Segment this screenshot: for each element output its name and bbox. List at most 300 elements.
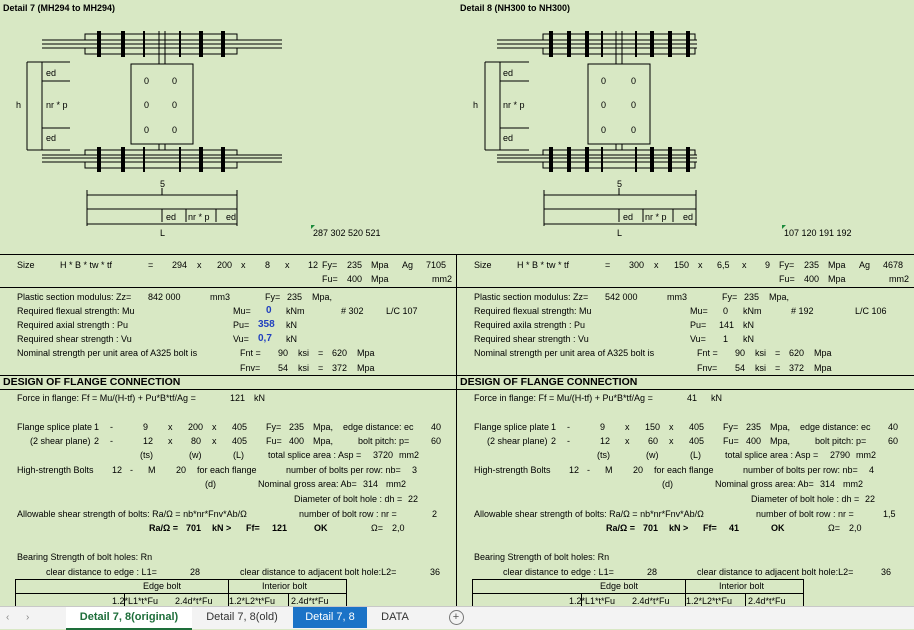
ab-value: 314	[820, 479, 836, 489]
pitch-value: 60	[431, 436, 442, 446]
plate-w: 150	[645, 422, 661, 432]
fy-label: Fy=	[265, 292, 281, 302]
fu-value: 400	[804, 274, 820, 284]
dim-L: L	[617, 228, 623, 238]
asp-value: 3720	[373, 450, 394, 460]
w-label: (w)	[646, 450, 659, 460]
x: x	[168, 436, 173, 446]
fy-value: 235	[804, 260, 820, 270]
force-unit: kN	[711, 393, 722, 403]
size-label: Size	[17, 260, 35, 270]
plate-L: 405	[689, 436, 705, 446]
ab-label: Nominal gross area: Ab=	[715, 479, 814, 489]
ksi-unit: ksi	[298, 348, 309, 358]
member-ref: # 192	[791, 306, 814, 316]
ff-value: 41	[729, 523, 740, 533]
edge-value: 40	[431, 422, 442, 432]
size-H: 300	[629, 260, 645, 270]
force-label: Force in flange: Ff = Mu/(H-tf) + Pu*B*tf/Ag =	[474, 393, 653, 403]
pu-label: Required axial strength : Pu	[17, 320, 129, 330]
eq: =	[775, 363, 781, 373]
bolts-label: High-strength Bolts	[17, 465, 94, 475]
dash: -	[130, 465, 133, 475]
mu-value: 0	[266, 305, 272, 316]
mu-label: Required flexual strength: Mu	[17, 306, 135, 316]
nr-label: number of bolt row : nr =	[756, 509, 854, 519]
detail-title: Detail 7 (MH294 to MH294)	[3, 3, 116, 13]
nr-label: number of bolt row : nr =	[299, 509, 397, 519]
interior-bolt-header: Interior bolt	[262, 581, 308, 591]
pu-eq: Pu=	[233, 320, 250, 330]
plate-ts: 9	[143, 422, 149, 432]
l1-value: 28	[190, 567, 201, 577]
comment-marker	[782, 225, 786, 229]
bolt-d: 20	[176, 465, 187, 475]
ra-label: Ra/Ω =	[149, 523, 178, 533]
member-ref: # 302	[341, 306, 364, 316]
size-B: 200	[217, 260, 233, 270]
mu-unit: kNm	[286, 306, 305, 316]
ab-unit: mm2	[386, 479, 406, 489]
dim-ed: ed	[226, 212, 237, 222]
l2-value: 36	[430, 567, 441, 577]
size-x: x	[742, 260, 747, 270]
fnv-label: Fnv=	[240, 363, 261, 373]
size-tw: 8	[265, 260, 271, 270]
dh-label: Diameter of bolt hole : dh =	[751, 494, 860, 504]
x: x	[212, 422, 217, 432]
dh-value: 22	[408, 494, 419, 504]
zz-unit: mm3	[210, 292, 230, 302]
fu-unit: Mpa	[828, 274, 846, 284]
fnv-mpa: 372	[789, 363, 805, 373]
fy-value: 235	[744, 292, 760, 302]
nr-value: 1,5	[883, 509, 896, 519]
interior-bolt-header: Interior bolt	[719, 581, 765, 591]
asp-value: 2790	[830, 450, 851, 460]
bolt-m: M	[605, 465, 613, 475]
fnv-ksi: 54	[278, 363, 289, 373]
area-unit: mm2	[889, 274, 909, 284]
plate-num: 2	[94, 436, 100, 446]
allow-label: Allowable shear strength of bolts: Ra/Ω = nb*nr*Fnv*Ab/Ω	[474, 509, 704, 519]
fy-value: 235	[289, 422, 305, 432]
plate-L: 405	[232, 436, 248, 446]
l1-value: 28	[647, 567, 658, 577]
plate-ts: 12	[600, 436, 611, 446]
size-label: Size	[474, 260, 492, 270]
tab-scroll-left-icon[interactable]: ‹	[6, 612, 10, 623]
tab-detail-7-8-old[interactable]: Detail 7, 8(old)	[206, 611, 278, 623]
detail-8-panel	[457, 0, 914, 606]
ff-value: 121	[272, 523, 288, 533]
tab-scroll-right-icon[interactable]: ›	[26, 612, 30, 623]
col-header: 1.2*L1*t*Fu	[112, 596, 159, 606]
bearing-label: Bearing Strength of bolt holes: Rn	[17, 552, 153, 562]
edge-bolt-header: Edge bolt	[600, 581, 639, 591]
nb-value: 3	[412, 465, 418, 475]
size-formula: H * B * tw * tf	[60, 260, 113, 270]
size-formula: H * B * tw * tf	[517, 260, 570, 270]
asp-label: total splice area : Asp =	[725, 450, 819, 460]
x: x	[669, 436, 674, 446]
edge-label: edge distance: ec	[343, 422, 414, 432]
ag-label: Ag	[402, 260, 414, 270]
fu-label: Fu=	[266, 436, 282, 446]
check-ok: OK	[314, 523, 328, 533]
fu-value: 400	[746, 436, 762, 446]
d-label: (d)	[205, 479, 216, 489]
fy-unit: Mpa,	[312, 292, 333, 302]
ra-label: Ra/Ω =	[606, 523, 635, 533]
zz-value: 842 000	[148, 292, 181, 302]
plate-w: 80	[191, 436, 202, 446]
dash: -	[567, 436, 570, 446]
plate-L: 405	[232, 422, 248, 432]
fu-value: 400	[289, 436, 305, 446]
eq: =	[318, 348, 324, 358]
fy-value: 235	[287, 292, 303, 302]
fy-unit: Mpa,	[769, 292, 790, 302]
x: x	[669, 422, 674, 432]
pitch-label: bolt pitch: p=	[815, 436, 867, 446]
force-unit: kN	[254, 393, 265, 403]
plate-w: 200	[188, 422, 204, 432]
size-x: x	[654, 260, 659, 270]
fu-unit: Mpa,	[313, 436, 334, 446]
asp-label: total splice area : Asp =	[268, 450, 362, 460]
dash: -	[587, 465, 590, 475]
col-header: 2.4d*t*Fu	[632, 596, 670, 606]
row-border	[0, 389, 914, 390]
d-label: (d)	[662, 479, 673, 489]
fy-unit: Mpa	[371, 260, 389, 270]
shear-label: (2 shear plane)	[487, 436, 548, 446]
section-title: DESIGN OF FLANGE CONNECTION	[3, 376, 181, 388]
fy-unit: Mpa,	[770, 422, 791, 432]
ag-value: 7105	[426, 260, 447, 270]
mpa-unit: Mpa	[814, 348, 832, 358]
size-x: x	[285, 260, 290, 270]
dim-ed-bottom: ed	[46, 133, 57, 143]
force-label: Force in flange: Ff = Mu/(H-tf) + Pu*B*tf/Ag =	[17, 393, 196, 403]
vu-eq: Vu=	[690, 334, 706, 344]
edge-label: edge distance: ec	[800, 422, 871, 432]
hole-mark: 0	[601, 125, 607, 135]
nb-label: number of bolts per row: nb=	[286, 465, 401, 475]
edge-bolt-header: Edge bolt	[143, 581, 182, 591]
fnv-label: Fnv=	[697, 363, 718, 373]
l2-value: 36	[881, 567, 892, 577]
eq: =	[775, 348, 781, 358]
bolts-label: High-strength Bolts	[474, 465, 551, 475]
fy-unit: Mpa,	[313, 422, 334, 432]
plate-num: 2	[551, 436, 557, 446]
vu-unit: kN	[286, 334, 297, 344]
l1-label: clear distance to edge : L1=	[46, 567, 157, 577]
ts-label: (ts)	[597, 450, 610, 460]
vu-value: 1	[723, 334, 729, 344]
omega-label: Ω=	[371, 523, 383, 533]
fy-label: Fy=	[723, 422, 739, 432]
vu-label: Required shear strength : Vu	[474, 334, 589, 344]
dash: -	[567, 422, 570, 432]
dim-nrp: nr * p	[645, 212, 667, 222]
vu-value: 0,7	[258, 333, 272, 344]
check-ok: OK	[771, 523, 785, 533]
mu-eq: Mu=	[690, 306, 708, 316]
ag-label: Ag	[859, 260, 871, 270]
tab-data[interactable]: DATA	[381, 611, 409, 623]
w-label: (w)	[189, 450, 202, 460]
pu-label: Required axila strength : Pu	[474, 320, 586, 330]
zz-label: Plastic section modulus: Zz=	[17, 292, 132, 302]
dh-value: 22	[865, 494, 876, 504]
fnt-label: Fnt =	[240, 348, 261, 358]
pu-unit: kN	[743, 320, 754, 330]
ra-unit: kN >	[212, 523, 232, 533]
fy-label: Fy=	[779, 260, 795, 270]
fy-value: 235	[347, 260, 363, 270]
bolts-count: 12	[569, 465, 580, 475]
ab-unit: mm2	[843, 479, 863, 489]
tab-detail-7-8[interactable]: Detail 7, 8	[293, 607, 367, 628]
fnv-ksi: 54	[735, 363, 746, 373]
dim-gap: 5	[617, 179, 623, 189]
nominal-label: Nominal strength per unit area of A325 bolt is	[17, 348, 198, 358]
load-case: L/C 106	[855, 306, 887, 316]
L-label: (L)	[233, 450, 244, 460]
zz-label: Plastic section modulus: Zz=	[474, 292, 589, 302]
ksi-unit: ksi	[755, 363, 766, 373]
pu-unit: kN	[286, 320, 297, 330]
add-sheet-label: +	[449, 610, 464, 625]
col-header: 1.2*L1*t*Fu	[569, 596, 616, 606]
mu-eq: Mu=	[233, 306, 251, 316]
dim-ed: ed	[683, 212, 694, 222]
l2-label: clear distance to adjacent bolt hole:L2=	[240, 567, 397, 577]
dim-nrp: nr * p	[188, 212, 210, 222]
pu-value: 358	[258, 319, 275, 330]
fu-unit: Mpa,	[770, 436, 791, 446]
dim-nrp: nr * p	[503, 100, 525, 110]
zz-unit: mm3	[667, 292, 687, 302]
dash: -	[110, 422, 113, 432]
plate-num: 1	[94, 422, 100, 432]
fy-value: 235	[746, 422, 762, 432]
size-H: 294	[172, 260, 188, 270]
mu-label: Required flexual strength: Mu	[474, 306, 592, 316]
hole-mark: 0	[144, 125, 150, 135]
bolt-d: 20	[633, 465, 644, 475]
dim-h: h	[16, 100, 22, 110]
member-ids: 287 302 520 521	[313, 228, 381, 238]
l2-label: clear distance to adjacent bolt hole:L2=	[697, 567, 854, 577]
force-value: 121	[230, 393, 246, 403]
shear-label: (2 shear plane)	[30, 436, 91, 446]
hole-mark: 0	[631, 100, 637, 110]
size-eq: =	[148, 260, 154, 270]
hole-mark: 0	[144, 100, 150, 110]
ra-value: 701	[643, 523, 659, 533]
ab-value: 314	[363, 479, 379, 489]
nominal-label: Nominal strength per unit area of A325 bolt is	[474, 348, 655, 358]
fnt-label: Fnt =	[697, 348, 718, 358]
fy-unit: Mpa	[828, 260, 846, 270]
vu-eq: Vu=	[233, 334, 249, 344]
column-divider	[456, 254, 457, 606]
mpa-unit: Mpa	[357, 348, 375, 358]
size-x: x	[698, 260, 703, 270]
plate-num: 1	[551, 422, 557, 432]
detail-7-panel	[0, 0, 456, 606]
plate-label: Flange splice plate	[474, 422, 550, 432]
omega-label: Ω=	[828, 523, 840, 533]
bolt-m: M	[148, 465, 156, 475]
col-header: 2.4d*t*Fu	[748, 596, 786, 606]
L-label: (L)	[690, 450, 701, 460]
dim-gap: 5	[160, 179, 166, 189]
ag-value: 4678	[883, 260, 904, 270]
bolts-each: for each flange	[197, 465, 257, 475]
dh-label: Diameter of bolt hole : dh =	[294, 494, 403, 504]
fy-label: Fy=	[722, 292, 738, 302]
fu-value: 400	[347, 274, 363, 284]
row-border	[0, 254, 914, 255]
size-x: x	[241, 260, 246, 270]
row-border	[0, 375, 914, 376]
fu-label: Fu=	[779, 274, 795, 284]
nb-value: 4	[869, 465, 875, 475]
hole-mark: 0	[172, 125, 178, 135]
row-border	[0, 287, 914, 288]
fu-label: Fu=	[322, 274, 338, 284]
size-tf: 12	[308, 260, 319, 270]
ra-value: 701	[186, 523, 202, 533]
section-title: DESIGN OF FLANGE CONNECTION	[460, 376, 638, 388]
fnt-mpa: 620	[332, 348, 348, 358]
dim-ed-top: ed	[46, 68, 57, 78]
asp-unit: mm2	[856, 450, 876, 460]
l1-label: clear distance to edge : L1=	[503, 567, 614, 577]
fu-label: Fu=	[723, 436, 739, 446]
member-ids: 107 120 191 192	[784, 228, 852, 238]
comment-marker	[311, 225, 315, 229]
mu-unit: kNm	[743, 306, 762, 316]
x: x	[168, 422, 173, 432]
bearing-label: Bearing Strength of bolt holes: Rn	[474, 552, 610, 562]
hole-mark: 0	[144, 76, 150, 86]
ksi-unit: ksi	[755, 348, 766, 358]
detail-title: Detail 8 (NH300 to NH300)	[460, 3, 571, 13]
hole-mark: 0	[601, 76, 607, 86]
edge-value: 40	[888, 422, 899, 432]
hole-mark: 0	[172, 100, 178, 110]
ra-unit: kN >	[669, 523, 689, 533]
fy-label: Fy=	[266, 422, 282, 432]
size-B: 150	[674, 260, 690, 270]
pitch-label: bolt pitch: p=	[358, 436, 410, 446]
plate-w: 60	[648, 436, 659, 446]
fy-label: Fy=	[322, 260, 338, 270]
ff-label: Ff=	[246, 523, 260, 533]
vu-unit: kN	[743, 334, 754, 344]
dim-L: L	[160, 228, 166, 238]
fnt-ksi: 90	[735, 348, 746, 358]
dim-ed: ed	[623, 212, 634, 222]
plate-ts: 12	[143, 436, 154, 446]
x: x	[625, 436, 630, 446]
fnt-mpa: 620	[789, 348, 805, 358]
size-tw: 6,5	[717, 260, 730, 270]
x: x	[625, 422, 630, 432]
ab-label: Nominal gross area: Ab=	[258, 479, 357, 489]
bolts-count: 12	[112, 465, 123, 475]
asp-unit: mm2	[399, 450, 419, 460]
nb-label: number of bolts per row: nb=	[743, 465, 858, 475]
hole-mark: 0	[172, 76, 178, 86]
load-case: L/C 107	[386, 306, 418, 316]
mu-value: 0	[723, 306, 729, 316]
dim-ed-bottom: ed	[503, 133, 514, 143]
dim-ed: ed	[166, 212, 177, 222]
fnt-ksi: 90	[278, 348, 289, 358]
fnv-mpa: 372	[332, 363, 348, 373]
nr-value: 2	[432, 509, 438, 519]
area-unit: mm2	[432, 274, 452, 284]
plate-label: Flange splice plate	[17, 422, 93, 432]
col-header: 2.4d*t*Fu	[291, 596, 329, 606]
hole-mark: 0	[631, 125, 637, 135]
col-header: 1.2*L2*t*Fu	[229, 596, 276, 606]
size-x: x	[197, 260, 202, 270]
x: x	[212, 436, 217, 446]
dim-h: h	[473, 100, 479, 110]
ff-label: Ff=	[703, 523, 717, 533]
size-tf: 9	[765, 260, 771, 270]
vu-label: Required shear strength : Vu	[17, 334, 132, 344]
fu-unit: Mpa	[371, 274, 389, 284]
hole-mark: 0	[631, 76, 637, 86]
force-value: 41	[687, 393, 698, 403]
mpa-unit: Mpa	[814, 363, 832, 373]
eq: =	[318, 363, 324, 373]
sheet-tab-bar	[0, 606, 914, 629]
omega-value: 2,0	[849, 523, 862, 533]
tab-detail-7-8-original[interactable]: Detail 7, 8(original)	[66, 607, 192, 630]
zz-value: 542 000	[605, 292, 638, 302]
ts-label: (ts)	[140, 450, 153, 460]
size-eq: =	[605, 260, 611, 270]
dash: -	[110, 436, 113, 446]
hole-mark: 0	[601, 100, 607, 110]
bolts-each: for each flange	[654, 465, 714, 475]
add-sheet-icon[interactable]	[446, 607, 466, 628]
pu-eq: Pu=	[690, 320, 707, 330]
pitch-value: 60	[888, 436, 899, 446]
dim-nrp: nr * p	[46, 100, 68, 110]
omega-value: 2,0	[392, 523, 405, 533]
col-header: 1.2*L2*t*Fu	[686, 596, 733, 606]
plate-L: 405	[689, 422, 705, 432]
ksi-unit: ksi	[298, 363, 309, 373]
col-header: 2.4d*t*Fu	[175, 596, 213, 606]
mpa-unit: Mpa	[357, 363, 375, 373]
dim-ed-top: ed	[503, 68, 514, 78]
plate-ts: 9	[600, 422, 606, 432]
pu-value: 141	[719, 320, 735, 330]
allow-label: Allowable shear strength of bolts: Ra/Ω = nb*nr*Fnv*Ab/Ω	[17, 509, 247, 519]
